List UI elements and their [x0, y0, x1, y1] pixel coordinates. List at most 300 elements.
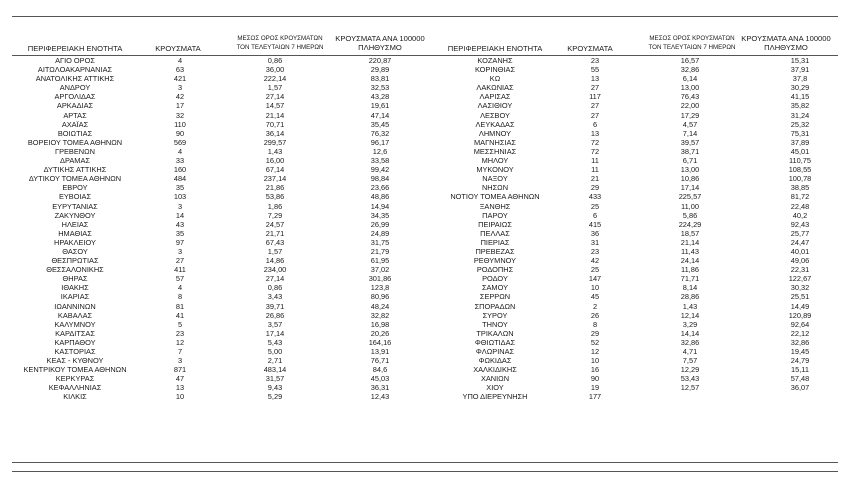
left-data-table [10, 56, 430, 402]
table-row [10, 101, 430, 110]
cases-cell: 4 [177, 146, 183, 156]
cases-cell: 55 [590, 65, 600, 75]
per100k-cell: 36,07 [790, 383, 810, 393]
avg-cell: 1,57 [267, 83, 283, 93]
region-cell: ΧΑΛΚΙΔΙΚΗΣ [473, 365, 517, 375]
per100k-cell: 19,61 [370, 101, 390, 111]
cases-cell: 10 [590, 283, 600, 293]
table-row [10, 138, 430, 147]
cases-cell: 12 [590, 347, 600, 356]
avg-cell: 1,43 [682, 301, 698, 311]
table-row [10, 174, 430, 183]
table-row [430, 256, 850, 265]
cases-cell: 110 [174, 119, 186, 129]
per100k-cell: 16,98 [370, 319, 390, 329]
per100k-cell: 45,01 [790, 146, 810, 156]
region-cell: ΡΕΘΥΜΝΟΥ [473, 256, 517, 266]
region-cell: ΘΑΣΟΥ [62, 246, 88, 256]
region-cell: ΔΥΤΙΚΟΥ ΤΟΜΕΑ ΑΘΗΝΩΝ [28, 174, 122, 184]
cases-cell: 25 [590, 265, 600, 275]
per100k-cell: 36,31 [370, 383, 390, 393]
avg-cell: 6,14 [682, 74, 698, 84]
cases-cell: 27 [590, 110, 600, 120]
avg-cell: 13,00 [680, 165, 700, 175]
per100k-cell: 33,58 [370, 156, 390, 166]
avg-cell: 24,14 [680, 256, 700, 266]
table-row [10, 202, 430, 211]
region-cell: ΠΙΕΡΙΑΣ [480, 237, 510, 247]
table-row [430, 365, 850, 374]
avg-cell: 0,86 [267, 283, 283, 293]
table-row [430, 56, 850, 65]
cases-cell: 3 [177, 201, 183, 211]
region-cell: ΛΑΣΙΘΙΟΥ [477, 101, 513, 111]
table-row [430, 356, 850, 365]
avg-cell: 12,57 [680, 383, 700, 393]
per100k-cell: 30,32 [790, 283, 810, 293]
cases-cell: 63 [175, 65, 185, 75]
avg-cell: 8,14 [682, 283, 698, 293]
bottom-rule-1 [12, 462, 838, 463]
avg-cell: 2,71 [267, 356, 283, 366]
cases-cell: 871 [173, 365, 187, 375]
table-row [430, 74, 850, 83]
table-row [430, 311, 850, 320]
cases-cell: 36 [590, 228, 600, 238]
cases-cell: 27 [590, 83, 600, 93]
per100k-cell: 15,31 [790, 56, 810, 65]
per100k-cell: 80,96 [370, 292, 390, 302]
region-cell: ΚΑΡΔΙΤΣΑΣ [55, 328, 95, 338]
table-row [10, 302, 430, 311]
avg-cell: 11,86 [681, 265, 699, 275]
per100k-cell: 22,31 [790, 265, 810, 275]
per100k-cell: 23,66 [370, 183, 390, 193]
table-row [10, 392, 430, 401]
left-header-avg-2: ΤΟΝ ΤΕΛΕΥΤΑΙΩΝ 7 ΗΜΕΡΩΝ [236, 44, 324, 51]
cases-cell: 3 [177, 356, 183, 366]
avg-cell: 11,00 [681, 201, 699, 211]
region-cell: ΦΘΙΩΤΙΔΑΣ [474, 337, 516, 347]
cases-cell: 12 [175, 337, 185, 347]
region-cell: ΚΙΛΚΙΣ [63, 392, 87, 402]
cases-cell: 421 [173, 74, 187, 84]
region-cell: ΛΑΡΙΣΑΣ [479, 92, 511, 102]
table-row [430, 220, 850, 229]
per100k-cell: 37,91 [790, 65, 810, 75]
per100k-cell: 92,64 [790, 319, 810, 329]
table-row [10, 192, 430, 201]
per100k-cell: 31,75 [370, 237, 390, 247]
region-cell: ΠΕΛΛΑΣ [480, 228, 510, 238]
per100k-cell: 19,45 [790, 347, 810, 356]
avg-cell: 21,71 [265, 228, 285, 238]
avg-cell: 17,14 [265, 328, 285, 338]
cases-cell: 52 [590, 337, 600, 347]
cases-cell: 32 [175, 110, 185, 120]
per100k-cell: 40,2 [792, 210, 808, 220]
per100k-cell: 32,82 [370, 310, 390, 320]
cases-cell: 17 [175, 101, 185, 111]
cases-cell: 147 [588, 274, 602, 284]
cases-cell: 90 [175, 128, 185, 138]
table-row [10, 65, 430, 74]
cases-cell: 31 [590, 237, 600, 247]
avg-cell: 0,86 [267, 56, 283, 65]
cases-cell: 117 [589, 92, 601, 102]
avg-cell: 5,00 [267, 347, 283, 356]
table-row [430, 392, 850, 401]
region-cell: ΘΗΡΑΣ [62, 274, 88, 284]
table-row [430, 383, 850, 392]
per100k-cell: 76,32 [370, 128, 390, 138]
per100k-cell: 81,72 [790, 192, 810, 202]
region-cell: ΚΕΑΣ - ΚΥΘΝΟΥ [46, 356, 104, 366]
avg-cell: 3,29 [682, 319, 698, 329]
per100k-cell: 24,89 [370, 228, 390, 238]
region-cell: ΔΥΤΙΚΗΣ ΑΤΤΙΚΗΣ [43, 165, 107, 175]
avg-cell: 3,57 [267, 319, 283, 329]
avg-cell: 17,29 [680, 110, 700, 120]
avg-cell: 26,86 [265, 310, 285, 320]
region-cell: ΜΗΛΟΥ [481, 156, 509, 166]
region-cell: ΚΩ [489, 74, 501, 84]
per100k-cell: 61,95 [370, 256, 390, 266]
table-row [10, 83, 430, 92]
avg-cell: 7,57 [682, 356, 698, 366]
avg-cell: 12,29 [680, 365, 700, 375]
per100k-cell: 301,86 [368, 274, 392, 284]
avg-cell: 67,43 [265, 237, 285, 247]
table-row [10, 92, 430, 101]
region-cell: ΜΕΣΣΗΝΙΑΣ [473, 146, 517, 156]
per100k-cell: 34,35 [370, 210, 390, 220]
left-header-per100k-2: ΠΛΗΘΥΣΜΟ [358, 43, 402, 52]
table-row [430, 83, 850, 92]
table-row [10, 220, 430, 229]
region-cell: ΙΘΑΚΗΣ [61, 283, 89, 293]
left-header-cases: ΚΡΟΥΣΜΑΤΑ [155, 44, 201, 53]
per100k-cell: 49,06 [790, 256, 810, 266]
cases-cell: 411 [174, 265, 186, 275]
per100k-cell: 32,53 [370, 83, 390, 93]
per100k-cell: 96,17 [370, 137, 390, 147]
table-row [430, 92, 850, 101]
region-cell: ΠΑΡΟΥ [482, 210, 508, 220]
region-cell: ΑΙΤΩΛΟΑΚΑΡΝΑΝΙΑΣ [37, 65, 113, 75]
per100k-cell: 43,28 [370, 92, 390, 102]
table-row [430, 374, 850, 383]
table-row [10, 320, 430, 329]
region-cell: ΔΡΑΜΑΣ [60, 156, 90, 166]
table-row [430, 283, 850, 292]
left-table-body [10, 56, 430, 402]
per100k-cell: 110,75 [788, 156, 812, 166]
cases-cell: 6 [592, 210, 598, 220]
cases-cell: 433 [588, 192, 602, 202]
right-table-body [430, 56, 850, 402]
cases-cell: 41 [175, 310, 185, 320]
region-cell: ΛΕΥΚΑΔΑΣ [475, 119, 515, 129]
table-row [10, 129, 430, 138]
avg-cell: 21,86 [265, 183, 285, 193]
cases-cell: 21 [590, 174, 600, 184]
per100k-cell: 76,71 [370, 356, 390, 366]
table-row [430, 238, 850, 247]
cases-cell: 6 [592, 119, 598, 129]
right-header-avg-2: ΤΟΝ ΤΕΛΕΥΤΑΙΩΝ 7 ΗΜΕΡΩΝ [648, 44, 736, 51]
table-row [10, 365, 430, 374]
cases-cell: 3 [177, 83, 183, 93]
cases-cell: 43 [175, 219, 185, 229]
region-cell: ΕΒΡΟΥ [62, 183, 88, 193]
region-cell: ΜΑΓΝΗΣΙΑΣ [474, 137, 516, 147]
cases-cell: 27 [175, 256, 185, 266]
top-rule [12, 16, 838, 17]
avg-cell: 299,57 [263, 137, 287, 147]
cases-cell: 5 [177, 319, 183, 329]
cases-cell: 13 [590, 74, 600, 84]
region-cell: ΤΗΝΟΥ [482, 319, 508, 329]
region-cell: ΑΝΔΡΟΥ [59, 83, 91, 93]
per100k-cell: 24,47 [790, 237, 810, 247]
region-cell: ΙΚΑΡΙΑΣ [60, 292, 90, 302]
table-row [430, 320, 850, 329]
per100k-cell: 40,01 [790, 246, 810, 256]
region-cell: ΝΑΞΟΥ [482, 174, 508, 184]
cases-cell: 23 [590, 56, 600, 65]
table-row [10, 283, 430, 292]
table-row [10, 311, 430, 320]
cases-cell: 160 [173, 165, 187, 175]
cases-cell: 29 [590, 328, 600, 338]
per100k-cell: 26,99 [370, 219, 390, 229]
avg-cell: 234,00 [263, 265, 287, 275]
per100k-cell: 98,84 [370, 174, 390, 184]
table-row [430, 183, 850, 192]
table-row [430, 111, 850, 120]
avg-cell: 7,29 [267, 210, 283, 220]
avg-cell: 225,57 [678, 192, 702, 202]
cases-cell: 13 [175, 383, 185, 393]
region-cell: ΒΟΙΩΤΙΑΣ [57, 128, 93, 138]
region-cell: ΚΕΝΤΡΙΚΟΥ ΤΟΜΕΑ ΑΘΗΝΩΝ [23, 365, 127, 375]
avg-cell: 16,00 [265, 156, 285, 166]
per100k-cell: 164,16 [368, 337, 392, 347]
per100k-cell: 30,29 [790, 83, 810, 93]
bottom-rule-2 [12, 471, 838, 472]
region-cell: ΠΡΕΒΕΖΑΣ [475, 246, 515, 256]
table-row [10, 347, 430, 356]
region-cell: ΣΠΟΡΑΔΩΝ [474, 301, 516, 311]
per100k-cell: 37,89 [790, 137, 810, 147]
region-cell: ΜΥΚΟΝΟΥ [476, 165, 514, 175]
right-header-region: ΠΕΡΙΦΕΡΕΙΑΚΗ ΕΝΟΤΗΤΑ [447, 44, 543, 53]
avg-cell: 21,14 [680, 237, 700, 247]
region-cell: ΗΡΑΚΛΕΙΟΥ [54, 237, 96, 247]
avg-cell: 17,14 [680, 183, 700, 193]
region-cell: ΖΑΚΥΝΘΟΥ [54, 210, 96, 220]
cases-cell: 484 [173, 174, 187, 184]
per100k-cell: 12,6 [372, 146, 388, 156]
per100k-cell: 14,49 [790, 301, 810, 311]
per100k-cell: 35,45 [370, 119, 390, 129]
cases-cell: 2 [592, 301, 598, 311]
cases-cell: 103 [173, 192, 187, 202]
cases-cell: 27 [590, 101, 600, 111]
table-row [10, 256, 430, 265]
region-cell: ΣΑΜΟΥ [481, 283, 509, 293]
per100k-cell: 47,14 [370, 110, 390, 120]
region-cell: ΧΙΟΥ [486, 383, 504, 393]
per100k-cell: 20,26 [370, 328, 390, 338]
per100k-cell: 15,11 [791, 365, 809, 375]
table-row [430, 120, 850, 129]
per100k-cell: 22,12 [790, 328, 810, 338]
table-row [430, 229, 850, 238]
table-row [430, 129, 850, 138]
table-row [430, 211, 850, 220]
avg-cell: 67,14 [265, 165, 285, 175]
region-cell: ΓΡΕΒΕΝΩΝ [55, 146, 95, 156]
table-row [10, 292, 430, 301]
region-cell: ΚΟΖΑΝΗΣ [477, 56, 513, 65]
region-cell: ΛΗΜΝΟΥ [478, 128, 512, 138]
table-row [10, 247, 430, 256]
region-cell: ΚΑΣΤΟΡΙΑΣ [54, 347, 96, 356]
table-row [430, 329, 850, 338]
per100k-cell: 22,48 [790, 201, 810, 211]
avg-cell: 6,71 [682, 156, 698, 166]
cases-cell: 97 [175, 237, 185, 247]
per100k-cell: 57,48 [790, 374, 810, 384]
region-cell: ΦΩΚΙΔΑΣ [478, 356, 512, 366]
region-cell: ΑΓΙΟ ΟΡΟΣ [55, 56, 95, 65]
avg-cell: 71,71 [680, 274, 700, 284]
per100k-cell: 48,86 [370, 192, 390, 202]
cases-cell: 33 [175, 156, 185, 166]
per100k-cell: 25,32 [790, 119, 810, 129]
avg-cell: 1,57 [267, 246, 283, 256]
region-cell: ΣΥΡΟΥ [482, 310, 508, 320]
table-row [10, 156, 430, 165]
avg-cell: 7,14 [682, 128, 698, 138]
per100k-cell: 99,42 [370, 165, 390, 175]
cases-cell: 11 [591, 165, 599, 175]
region-cell: ΡΟΔΟΠΗΣ [476, 265, 514, 275]
region-cell: ΑΡΓΟΛΙΔΑΣ [54, 92, 96, 102]
avg-cell: 38,71 [680, 146, 700, 156]
cases-cell: 25 [590, 201, 600, 211]
avg-cell: 28,86 [680, 292, 700, 302]
right-header-cases: ΚΡΟΥΣΜΑΤΑ [567, 44, 613, 53]
table-row [430, 192, 850, 201]
per100k-cell: 25,77 [790, 228, 810, 238]
cases-cell: 35 [175, 183, 185, 193]
avg-cell: 27,14 [265, 92, 285, 102]
region-cell: ΑΧΑΪΑΣ [61, 119, 89, 129]
avg-cell: 70,71 [265, 119, 285, 129]
cases-cell: 57 [175, 274, 185, 284]
per100k-cell: 120,89 [788, 310, 812, 320]
per100k-cell: 45,03 [370, 374, 390, 384]
avg-cell: 32,86 [680, 337, 700, 347]
right-data-table [430, 56, 850, 402]
per100k-cell: 24,79 [790, 356, 810, 366]
avg-cell [630, 392, 750, 401]
cases-cell: 72 [590, 146, 600, 156]
cases-cell: 81 [175, 301, 185, 311]
region-cell: ΞΑΝΘΗΣ [479, 201, 511, 211]
region-cell: ΝΗΣΩΝ [481, 183, 509, 193]
per100k-cell: 41,15 [790, 92, 810, 102]
avg-cell: 4,57 [682, 119, 698, 129]
table-row [430, 138, 850, 147]
table-row [10, 383, 430, 392]
cases-cell: 35 [175, 228, 185, 238]
region-cell: ΛΕΣΒΟΥ [480, 110, 510, 120]
cases-cell: 569 [173, 137, 187, 147]
avg-cell: 21,14 [265, 110, 285, 120]
cases-cell: 4 [177, 56, 183, 65]
per100k-cell: 84,6 [372, 365, 388, 375]
table-row [10, 274, 430, 283]
avg-cell: 53,43 [680, 374, 700, 384]
per100k-cell: 13,91 [370, 347, 390, 356]
avg-cell: 5,86 [682, 210, 698, 220]
avg-cell: 1,86 [267, 201, 283, 211]
table-row [430, 174, 850, 183]
region-cell: ΘΕΣΠΡΩΤΙΑΣ [51, 256, 99, 266]
avg-cell: 222,14 [263, 74, 287, 84]
per100k-cell: 75,31 [790, 128, 810, 138]
right-header-per100k-2: ΠΛΗΘΥΣΜΟ [764, 43, 808, 52]
table-row [430, 165, 850, 174]
cases-cell: 23 [175, 328, 185, 338]
region-cell: ΝΟΤΙΟΥ ΤΟΜΕΑ ΑΘΗΝΩΝ [450, 192, 540, 202]
region-cell: ΚΟΡΙΝΘΙΑΣ [474, 65, 516, 75]
per100k-cell: 14,94 [370, 201, 390, 211]
table-row [10, 265, 430, 274]
table-row [10, 356, 430, 365]
avg-cell: 14,14 [680, 328, 700, 338]
avg-cell: 1,43 [267, 146, 283, 156]
table-row [10, 329, 430, 338]
avg-cell: 13,00 [680, 83, 700, 93]
avg-cell: 27,14 [265, 274, 285, 284]
per100k-cell: 83,81 [370, 74, 390, 84]
cases-cell: 415 [588, 219, 602, 229]
avg-cell: 4,71 [682, 347, 698, 356]
region-cell: ΧΑΝΙΩΝ [480, 374, 510, 384]
table-row [430, 156, 850, 165]
table-row [10, 111, 430, 120]
avg-cell: 10,86 [680, 174, 700, 184]
avg-cell: 3,43 [267, 292, 283, 302]
per100k-cell: 48,24 [370, 301, 390, 311]
table-row [10, 147, 430, 156]
region-cell: ΚΑΒΑΛΑΣ [57, 310, 93, 320]
region-cell: ΚΕΦΑΛΛΗΝΙΑΣ [48, 383, 102, 393]
left-header-avg-1: ΜΕΣΟΣ ΟΡΟΣ ΚΡΟΥΣΜΑΤΩΝ [237, 35, 323, 42]
cases-cell: 10 [590, 356, 600, 366]
per100k-cell: 220,87 [368, 56, 392, 65]
avg-cell: 14,57 [265, 101, 285, 111]
region-cell: ΚΑΡΠΑΘΟΥ [54, 337, 96, 347]
table-row [10, 229, 430, 238]
avg-cell: 32,86 [680, 65, 700, 75]
table-row [430, 338, 850, 347]
